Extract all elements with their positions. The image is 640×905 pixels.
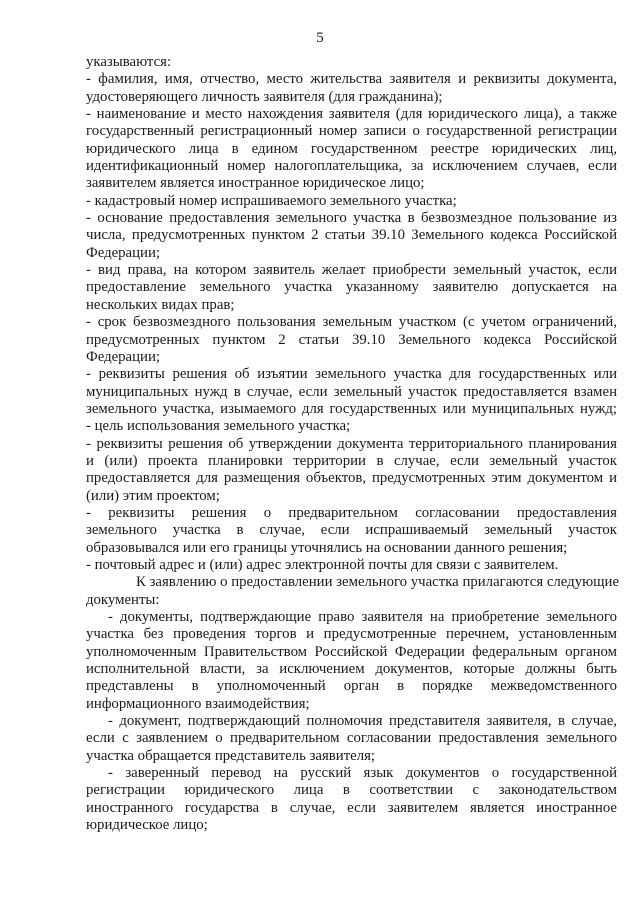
text-line: - реквизиты решения об утверждении документа территориального планирования	[86, 435, 617, 452]
text-line: - заверенный перевод на русский язык документов о государственной	[108, 765, 617, 782]
text-line: и (или) проекта планировки территории в случае, если земельный участок	[86, 452, 617, 469]
text-line: земельного участка в случае, если испрашиваемый земельный участок	[86, 522, 617, 539]
text-line: - почтовый адрес и (или) адрес электронной почты для связи с заявителем.	[86, 556, 559, 573]
text-line: (или) этим проектом;	[86, 487, 220, 504]
text-line: исполнительной власти, за исключением документов, которые должны быть	[86, 661, 617, 678]
text-line: Федерации;	[86, 348, 160, 365]
text-line: предусмотренных пунктом 2 статьи 39.10 Земельного кодекса Российской	[86, 331, 617, 348]
text-line: удостоверяющего личность заявителя (для гражданина);	[86, 88, 443, 105]
text-line: заявителем является иностранное юридическое лицо;	[86, 175, 425, 192]
document-body	[86, 54, 620, 834]
text-line: юридическое лицо;	[86, 817, 208, 834]
text-line: образовывался или его границы уточнялись на основании данного решения;	[86, 539, 568, 556]
text-line: иностранного государства в случае, если заявителем является иностранное	[86, 799, 617, 816]
text-line: нескольких видах прав;	[86, 296, 235, 313]
text-line: участка обращается представитель заявителя;	[86, 747, 376, 764]
text-line: информационного взаимодействия;	[86, 695, 310, 712]
text-line: - цель использования земельного участка;	[86, 418, 351, 435]
text-line: земельного участка, изымаемого для государственных или муниципальных нужд;	[86, 400, 617, 417]
page-number: 5	[316, 30, 324, 46]
text-line: предоставление земельного участка указанному заявителю допускается на	[86, 279, 617, 296]
text-line: документы:	[86, 591, 160, 608]
text-line: регистрации юридического лица в соответствии с законодательством	[86, 782, 617, 799]
text-line: - основание предоставления земельного участка в безвозмездное пользование из	[86, 210, 617, 227]
text-line: участка без проведения торгов и предусмотренные перечнем, установленным	[86, 626, 617, 643]
text-line: уполномоченным Правительством Российской Федерации федеральным органом	[86, 643, 617, 660]
text-line: числа, предусмотренных пунктом 2 статьи 39.10 Земельного кодекса Российской	[86, 227, 617, 244]
text-line: юридического лица в едином государственном реестре юридических лиц,	[86, 140, 617, 157]
text-line: - вид права, на котором заявитель желает приобрести земельный участок, если	[86, 262, 617, 279]
text-line: - документ, подтверждающий полномочия представителя заявителя, в случае,	[108, 713, 617, 730]
text-line: предоставляется для размещения объектов, предусмотренных этим документом и	[86, 470, 617, 487]
text-line: - документы, подтверждающие право заявителя на приобретение земельного	[108, 609, 617, 625]
text-line: - реквизиты решения об изъятии земельного участка для государственных или	[86, 366, 617, 383]
text-line: - срок безвозмездного пользования земельным участком (с учетом ограничений,	[86, 314, 617, 331]
text-line: - реквизиты решения о предварительном согласовании предоставления	[86, 504, 617, 521]
text-line: Федерации;	[86, 244, 160, 261]
text-line: - наименование и место нахождения заявителя (для юридического лица), а также	[86, 106, 617, 123]
text-line: идентификационный номер налогоплательщика, за исключением случаев, если	[86, 158, 617, 175]
text-line: - фамилия, имя, отчество, место жительства заявителя и реквизиты документа,	[86, 71, 617, 88]
text-line: К заявлению о предоставлении земельного участка прилагаются следующие	[136, 574, 620, 591]
text-line: государственный регистрационный номер записи о государственной регистрации	[86, 123, 617, 140]
text-line: представлены в уполномоченный орган в порядке межведомственного	[86, 678, 617, 695]
text-line: - кадастровый номер испрашиваемого земельного участка;	[86, 192, 457, 209]
text-line: если с заявлением о предварительном согласовании предоставления земельного	[86, 730, 617, 747]
text-line: муниципальных нужд в случае, если земельный участок предоставляется взамен	[86, 383, 617, 400]
text-line: указываются:	[86, 54, 172, 70]
